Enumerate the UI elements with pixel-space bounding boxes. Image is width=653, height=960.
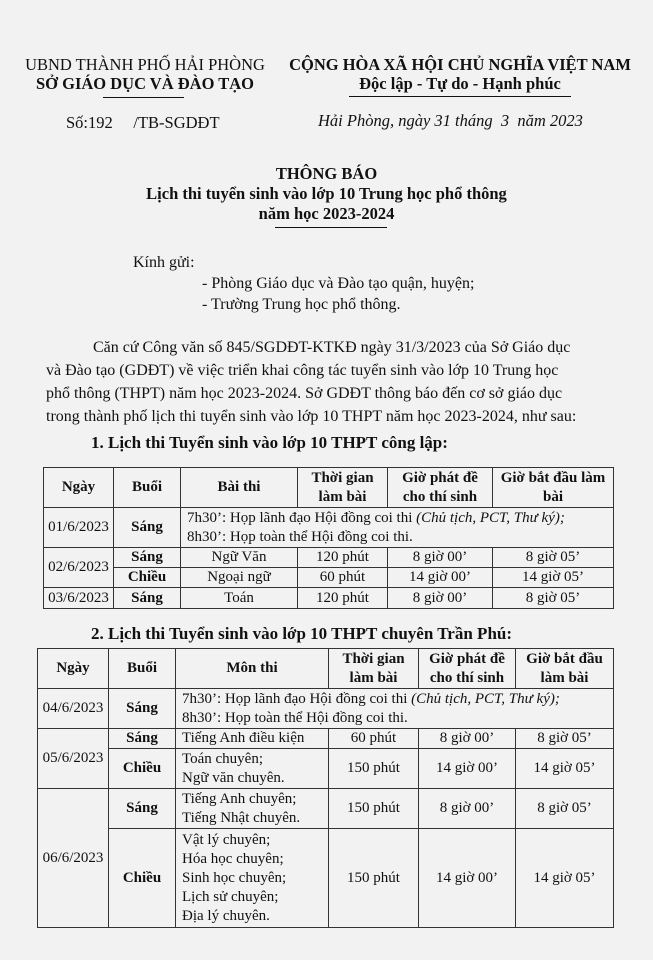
table-row [38, 729, 614, 749]
meeting-line: 7h30’: Họp lãnh đạo Hội đồng coi thi [187, 509, 417, 526]
cell-subject [176, 729, 329, 749]
cell-subject [176, 829, 329, 928]
table-row [44, 588, 614, 609]
cell-start-time: 8 giờ 05’ [516, 789, 614, 829]
table-header-row [38, 649, 614, 689]
cell-duration: 60 phút [298, 568, 388, 588]
cell-session: Chiều [109, 749, 176, 789]
subject-item: Lịch sử chuyên; [182, 888, 279, 905]
cell-session: Sáng [109, 689, 176, 729]
recipients-label: Kính gửi: [133, 254, 195, 271]
body-line: Căn cứ Công văn số 845/SGDĐT-KTKĐ ngày 31/3/2023 của Sở Giáo dục [93, 339, 571, 356]
table-row [44, 568, 614, 588]
table-row [38, 749, 614, 789]
issuer-underline [103, 97, 184, 98]
cell-date: 06/6/2023 [38, 789, 109, 928]
subject-item: Hóa học chuyên; [182, 850, 284, 867]
public-school-schedule-table [43, 467, 614, 609]
body-line: trong thành phố lịch thi tuyển sinh vào lớp 10 THPT năm học 2023-2024, như sau: [46, 408, 577, 425]
col-header-duration: Thời gian làm bài [329, 649, 419, 689]
cell-date: 05/6/2023 [38, 729, 109, 789]
subject-item: Tiếng Anh điều kiện [182, 730, 305, 746]
cell-duration: 120 phút [298, 588, 388, 609]
col-header-date: Ngày [44, 468, 114, 508]
motto-underline [349, 96, 571, 97]
cell-subject: Ngoại ngữ [181, 568, 298, 588]
subject-item: Ngữ văn chuyên. [182, 769, 285, 786]
col-header-handout-time: Giờ phát đề cho thí sinh [388, 468, 493, 508]
cell-meeting-info [176, 689, 614, 729]
issuer-authority: UBND THÀNH PHỐ HẢI PHÒNG [25, 55, 265, 74]
cell-date: 02/6/2023 [44, 548, 114, 588]
body-line: phổ thông (THPT) năm học 2023-2024. Sở GDĐT thông báo đến cơ sở giáo dục [46, 385, 563, 402]
recipient-item: - Trường Trung học phổ thông. [202, 296, 401, 313]
cell-duration: 120 phút [298, 548, 388, 568]
cell-handout-time: 8 giờ 00’ [419, 789, 516, 829]
cell-subject [176, 749, 329, 789]
cell-handout-time: 14 giờ 00’ [419, 749, 516, 789]
cell-duration: 150 phút [329, 749, 419, 789]
cell-start-time: 14 giờ 05’ [516, 749, 614, 789]
subject-item: Sinh học chuyên; [182, 869, 287, 886]
cell-duration: 60 phút [329, 729, 419, 749]
meeting-roles: (Chủ tịch, PCT, Thư ký); [416, 509, 565, 526]
section1-heading: 1. Lịch thi Tuyển sinh vào lớp 10 THPT công lập: [91, 433, 448, 452]
notice-school-year: năm học 2023-2024 [258, 204, 395, 223]
col-header-subject: Bài thi [181, 468, 298, 508]
cell-session: Sáng [114, 588, 181, 609]
notice-subtitle: Lịch thi tuyển sinh vào lớp 10 Trung học phổ thông [146, 184, 507, 203]
col-header-session: Buổi [109, 649, 176, 689]
col-header-date: Ngày [38, 649, 109, 689]
col-header-session: Buổi [114, 468, 181, 508]
cell-session: Sáng [114, 548, 181, 568]
cell-start-time: 8 giờ 05’ [493, 588, 614, 609]
subject-item: Toán chuyên; [182, 750, 264, 767]
cell-session: Sáng [109, 789, 176, 829]
subject-item: Tiếng Anh chuyên; [182, 790, 297, 807]
specialized-school-schedule-table [37, 648, 614, 928]
recipient-item: - Phòng Giáo dục và Đào tạo quận, huyện; [202, 275, 475, 292]
cell-session: Chiều [114, 568, 181, 588]
cell-session: Sáng [109, 729, 176, 749]
national-motto: Độc lập - Tự do - Hạnh phúc [359, 74, 561, 93]
cell-subject [176, 789, 329, 829]
cell-start-time: 14 giờ 05’ [516, 829, 614, 928]
col-header-duration: Thời gian làm bài [298, 468, 388, 508]
cell-date: 01/6/2023 [44, 508, 114, 548]
cell-handout-time: 14 giờ 00’ [388, 568, 493, 588]
cell-date: 04/6/2023 [38, 689, 109, 729]
table-header-row [44, 468, 614, 508]
cell-subject: Ngữ Văn [181, 548, 298, 568]
meeting-line: 7h30’: Họp lãnh đạo Hội đồng coi thi [182, 690, 412, 707]
title-underline [275, 227, 387, 228]
meeting-roles: (Chủ tịch, PCT, Thư ký); [411, 690, 560, 707]
cell-start-time: 8 giờ 05’ [493, 548, 614, 568]
subject-item: Tiếng Nhật chuyên. [182, 809, 301, 826]
body-line: và Đào tạo (GDĐT) về việc triển khai công tác tuyển sinh vào lớp 10 Trung học [46, 362, 559, 379]
table-row [38, 829, 614, 928]
cell-session: Chiều [109, 829, 176, 928]
col-header-start-time: Giờ bắt đầu làm bài [493, 468, 614, 508]
meeting-line: 8h30’: Họp toàn thể Hội đồng coi thi. [182, 709, 408, 726]
subject-item: Địa lý chuyên. [182, 907, 270, 924]
subject-item: Vật lý chuyên; [182, 831, 271, 848]
cell-handout-time: 14 giờ 00’ [419, 829, 516, 928]
col-header-subject: Môn thi [176, 649, 329, 689]
col-header-handout-time: Giờ phát đề cho thí sinh [419, 649, 516, 689]
document-number: Số:192 /TB-SGDĐT [66, 113, 220, 132]
cell-handout-time: 8 giờ 00’ [419, 729, 516, 749]
cell-handout-time: 8 giờ 00’ [388, 548, 493, 568]
cell-subject: Toán [181, 588, 298, 609]
cell-duration: 150 phút [329, 829, 419, 928]
issuer-department: SỞ GIÁO DỤC VÀ ĐÀO TẠO [35, 74, 255, 93]
section2-heading: 2. Lịch thi Tuyển sinh vào lớp 10 THPT chuyên Trần Phú: [91, 624, 513, 643]
notice-title: THÔNG BÁO [275, 164, 378, 183]
cell-meeting-info [181, 508, 614, 548]
table-row [38, 689, 614, 729]
cell-date: 03/6/2023 [44, 588, 114, 609]
cell-duration: 150 phút [329, 789, 419, 829]
cell-session: Sáng [114, 508, 181, 548]
table-row [44, 508, 614, 548]
cell-start-time: 14 giờ 05’ [493, 568, 614, 588]
place-date: Hải Phòng, ngày 31 tháng 3 năm 2023 [318, 111, 583, 130]
cell-handout-time: 8 giờ 00’ [388, 588, 493, 609]
national-title: CỘNG HÒA XÃ HỘI CHỦ NGHĨA VIỆT NAM [289, 55, 631, 74]
table-row [44, 548, 614, 568]
meeting-line: 8h30’: Họp toàn thể Hội đồng coi thi. [187, 528, 413, 545]
cell-start-time: 8 giờ 05’ [516, 729, 614, 749]
col-header-start-time: Giờ bắt đầu làm bài [516, 649, 614, 689]
table-row [38, 789, 614, 829]
